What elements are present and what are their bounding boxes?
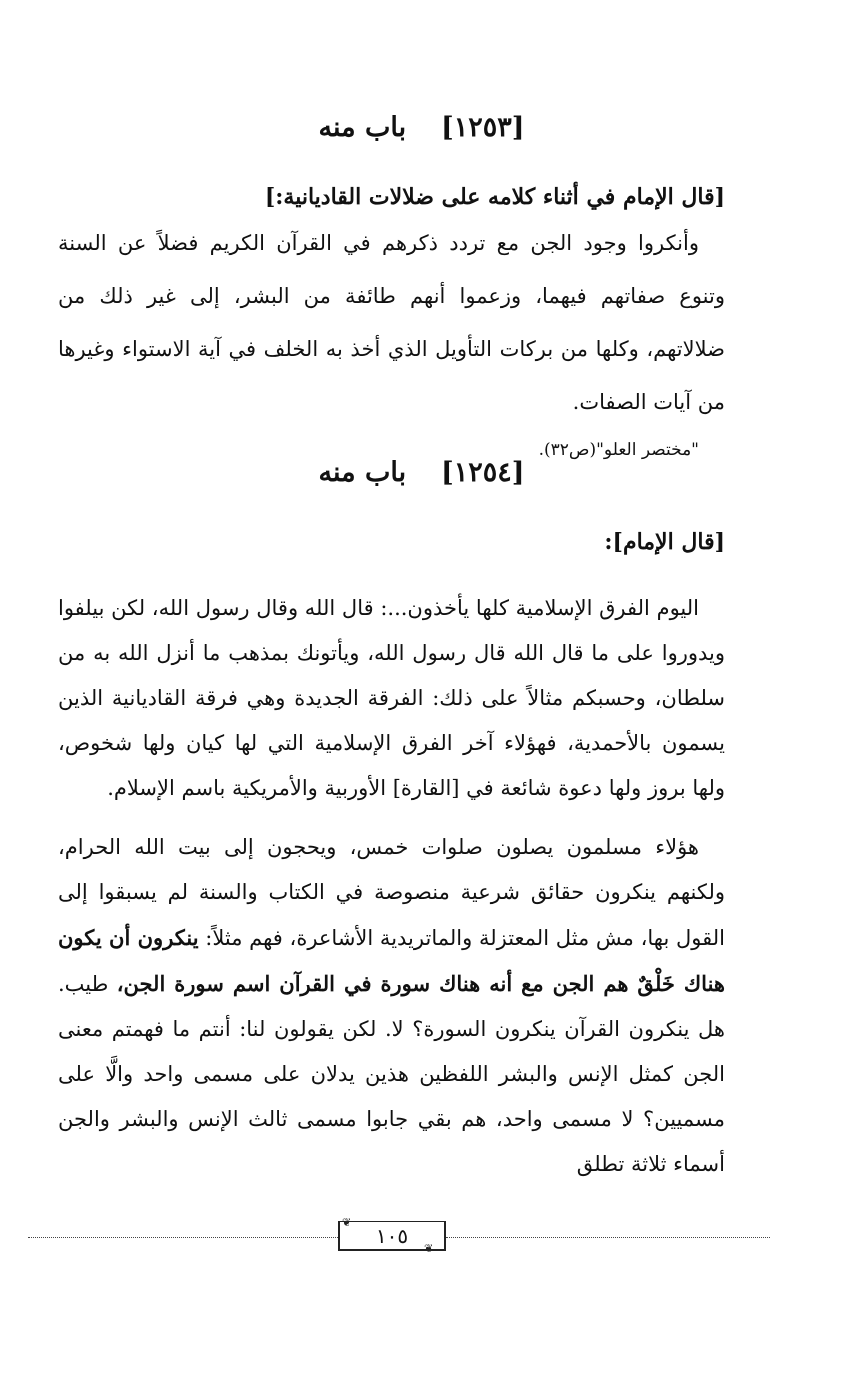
section-body-1254 bbox=[58, 522, 725, 1187]
citation: "مختصر العلو"(ص٣٢). bbox=[538, 440, 699, 460]
paragraph: هؤلاء مسلمون يصلون صلوات خمس، ويحجون إلى بيت الله الحرام، ولكنهم ينكرون حقائق شرعية منصوصة في الكتاب والسنة لم يسبقوا إلى القول بها، مش مثل المعتزلة والماتريدية الأشاعرة، فهم مثلاً: ينكرون أن يكون هناك خَلْقٌ هم الجن مع أنه هناك سورة في القرآن اسم سورة الجن، طيب. هل ينكرون القرآن ينكرون السورة؟ لا. لكن يقولون لنا: أنتم ما فهمتم معنى الجن كمثل الإنس والبشر اللفظين هذين يدلان على مسمى واحد والَّا على مسميين؟ لا مسمى واحد، هم بقي جابوا مسمى ثالث الإنس والبشر والجن أسماء ثلاثة تطلق bbox=[58, 835, 725, 1176]
paragraph: وأنكروا وجود الجن مع تردد ذكرهم في القرآن الكريم فضلاً عن السنة وتنوع صفاتهم فيهما، وزعموا أنهم طائفة من البشر، إلى غير ذلك من ضلالاتهم، وكلها من بركات التأويل الذي أخذ به الخلف في آية الاستواء وغيرها من آيات الصفات. bbox=[58, 231, 725, 414]
heading-number: [١٢٥٤] bbox=[440, 457, 525, 488]
ornament-icon: ❦ bbox=[342, 1216, 352, 1229]
section-intro: [قال الإمام]: bbox=[604, 529, 725, 555]
ornament-icon: ❦ bbox=[424, 1242, 434, 1255]
page-number: ١٠٥ bbox=[375, 1224, 409, 1248]
heading-title: باب منه bbox=[318, 457, 407, 488]
heading-title: باب منه bbox=[318, 112, 407, 143]
heading-number: [١٢٥٣] bbox=[440, 112, 525, 143]
bold-phrase: ينكرون أن يكون هناك خَلْقٌ هم الجن مع أنه هناك سورة في القرآن اسم سورة الجن، bbox=[58, 925, 725, 996]
section-heading-1254 bbox=[0, 457, 843, 488]
footer-rule-left bbox=[28, 1237, 338, 1238]
footer-rule-right bbox=[446, 1237, 770, 1238]
section-intro: [قال الإمام في أثناء كلامه على ضلالات القاديانية:] bbox=[264, 184, 725, 210]
section-body-1253 bbox=[58, 177, 725, 465]
paragraph: اليوم الفرق الإسلامية كلها يأخذون...: قال الله وقال رسول الله، لكن بيلفوا ويدوروا على ما قال الله قال رسول الله، ويأتونك بمذهب ما أنزل الله به من سلطان، وحسبكم مثالاً على ذلك: الفرقة الجديدة وهي فرقة القاديانية الذين يسمون بالأحمدية، فهؤلاء آخر الفرق الإسلامية التي لها كيان ولها شخوص، ولها بروز ولها دعوة شائعة في [القارة] الأوربية والأمريكية باسم الإسلام. bbox=[58, 596, 725, 800]
section-heading-1253 bbox=[0, 112, 843, 143]
